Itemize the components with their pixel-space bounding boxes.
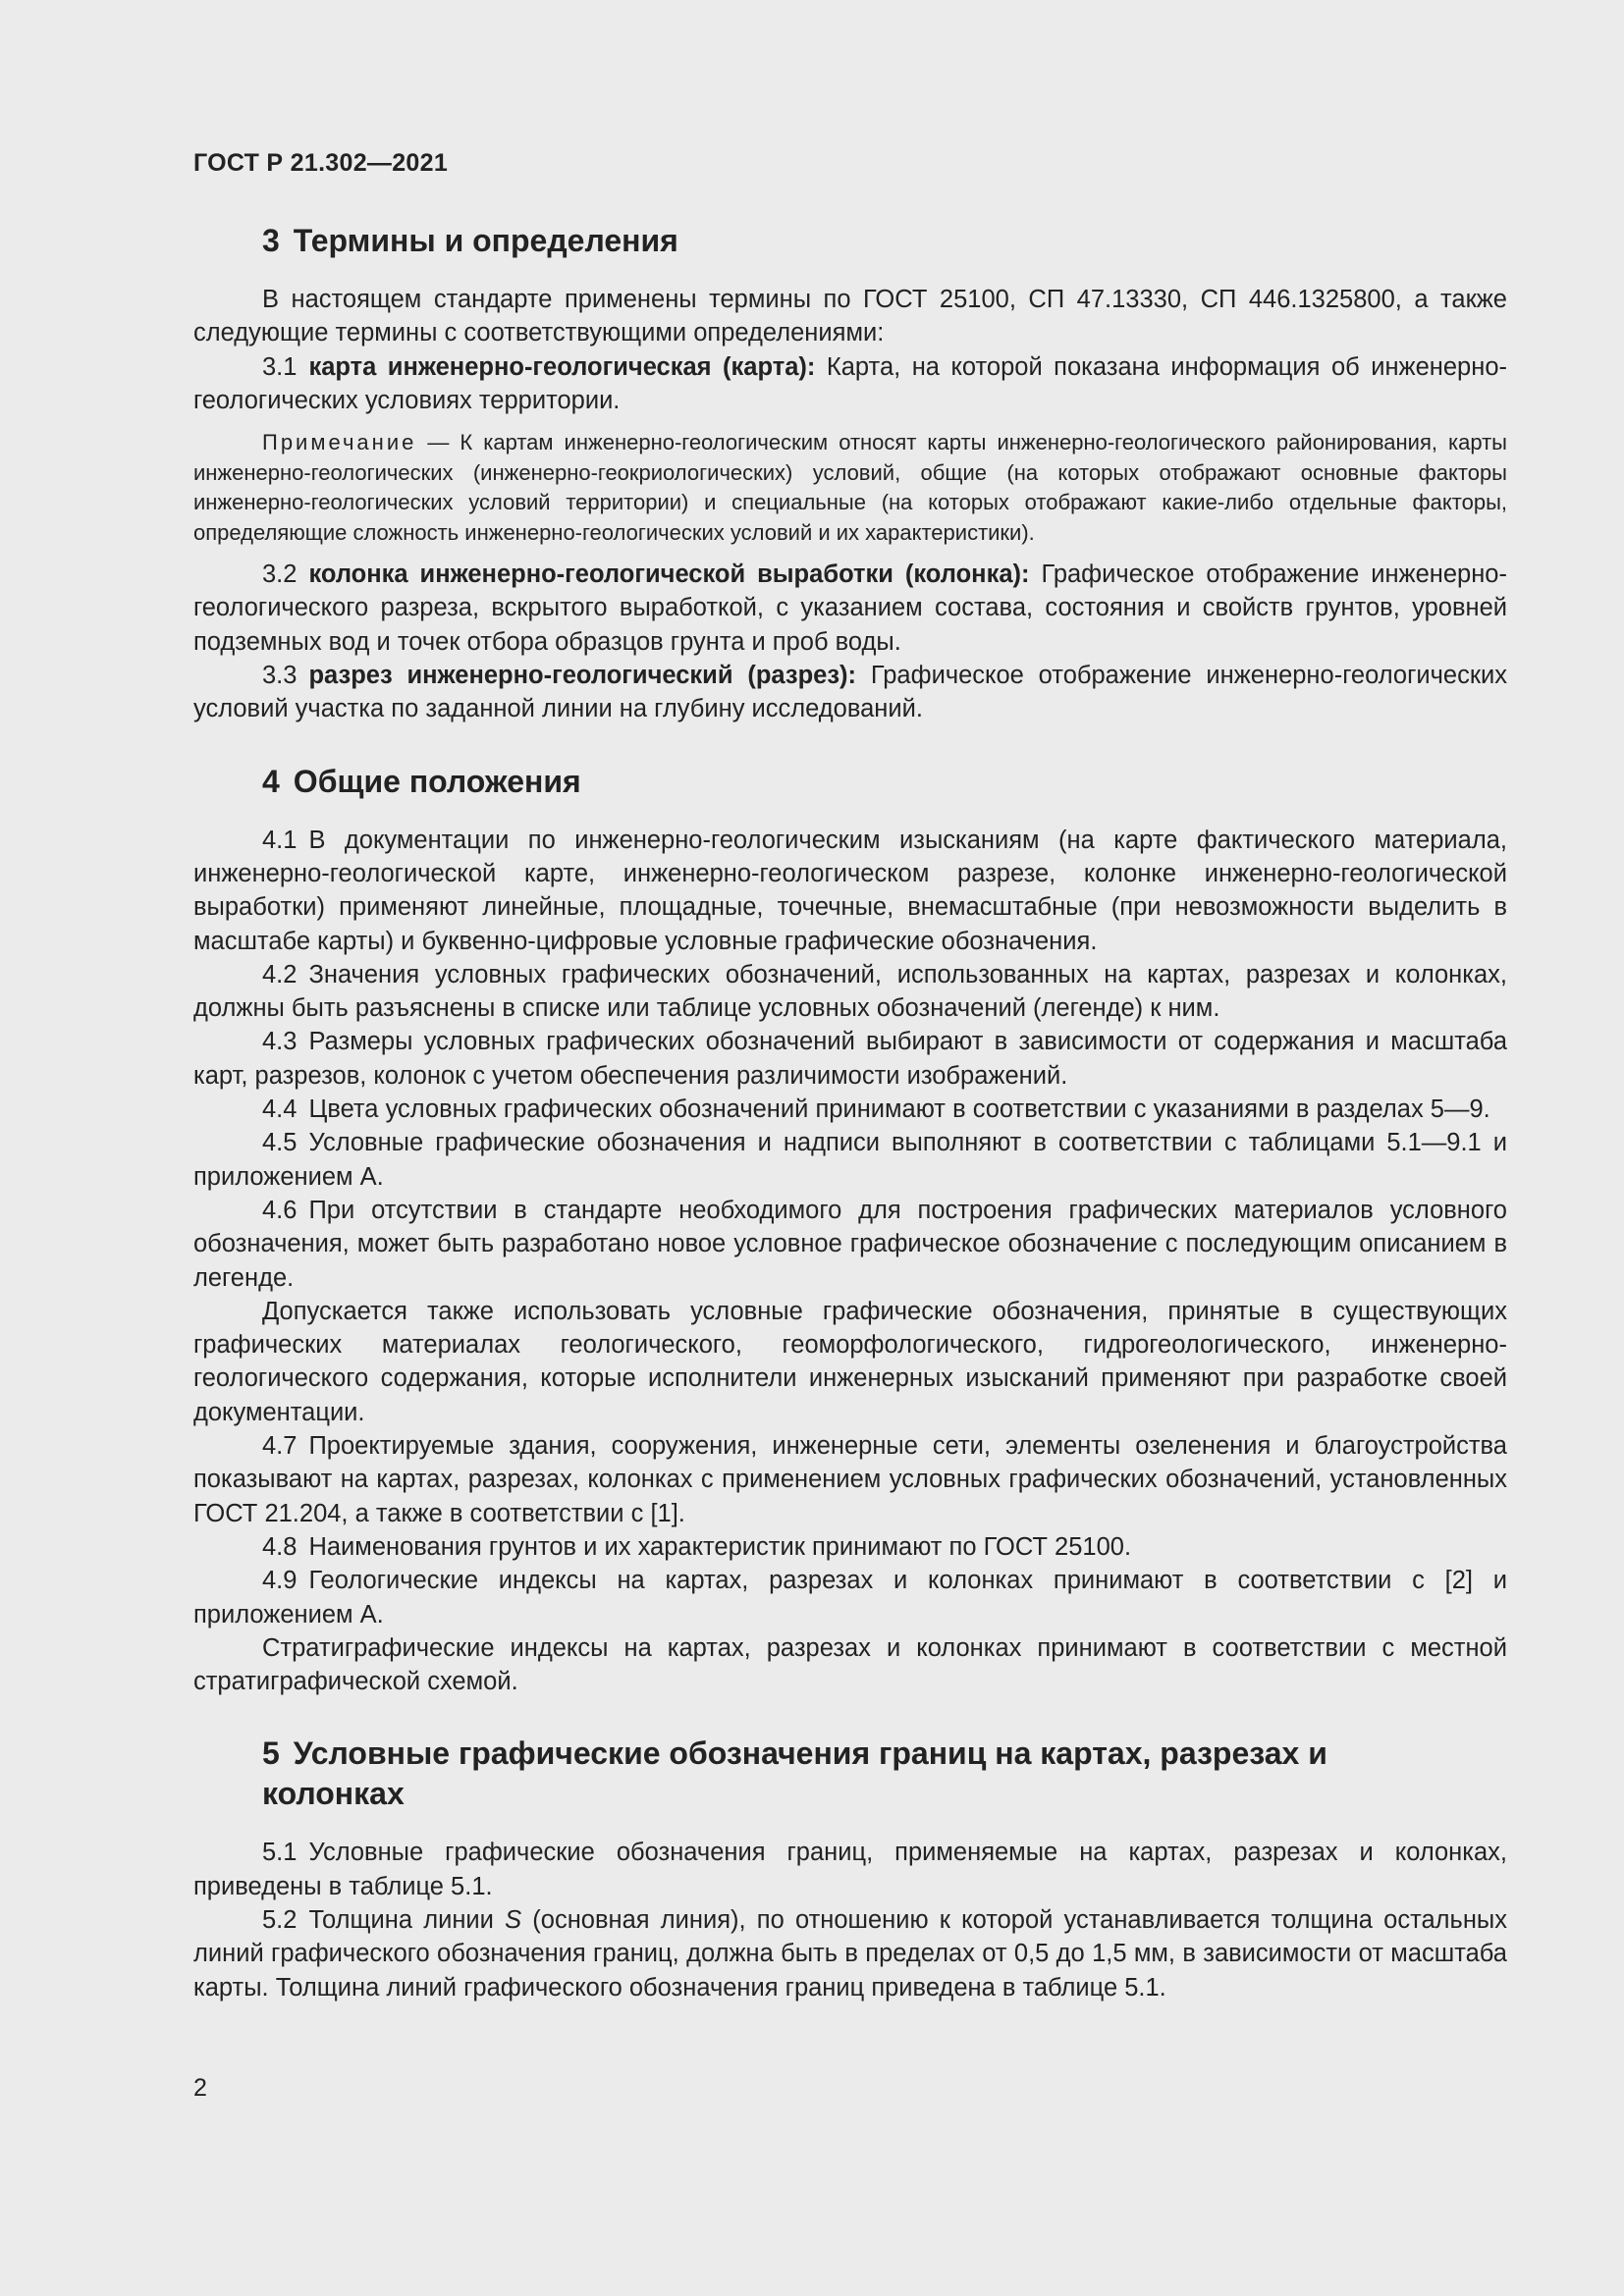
section-title: Термины и определения — [293, 223, 678, 258]
section-4-heading — [193, 762, 1342, 802]
section-3-heading — [193, 221, 1342, 261]
term: карта инженерно-геологическая (карта): — [308, 352, 816, 381]
note: Примечание — К картам инженерно-геологическим относят карты инженерно-геологического районирования, карты инженерно-геологических (инженерно-геокриологических) условий, общие (на которых отображают основные факторы инженерно-геологических условий территории) и специальные (на которых отображают какие-либо отдельные факторы, определяющие сложность инженерно-геологических условий и их характеристики). — [193, 430, 1507, 545]
clause: 4.7 Проектируемые здания, сооружения, инженерные сети, элементы озеленения и благоустройства показывают на картах, разрезах, колонках с применением условных графических обозначений, установленных ГОСТ 21.204, а также в соответствии с [1]. — [193, 1432, 1507, 1527]
variable: S — [505, 1905, 522, 1934]
section-title: Условные графические обозначения границ на картах, разрезах и колонках — [262, 1735, 1327, 1812]
clause: 5.2 Толщина линии S (основная линия), по отношению к которой устанавливается толщина остальных линий графического обозначения границ, должна быть в пределах от 0,5 до 1,5 мм, в зависимости от масштаба карты. Толщина линий графического обозначения границ приведена в таблице 5.1. — [193, 1905, 1507, 2002]
section-title: Общие положения — [293, 763, 581, 799]
note-label: Примечание — [262, 430, 417, 455]
clause: 4.1 В документации по инженерно-геологическим изысканиям (на карте фактического материала, инженерно-геологической карте, инженерно-геологическом разрезе, колонке инженерно-геологической выработки) применяют линейные, площадные, точечные, внемасштабные (при невозможности выделить в масштабе карты) и буквенно-цифровые условные графические обозначения. — [193, 826, 1507, 955]
section-number: 5 — [262, 1735, 280, 1772]
clause: 4.6 При отсутствии в стандарте необходимого для построения графических материалов условного обозначения, может быть разработано новое условное графическое обозначение с последующим описанием в легенде. — [193, 1196, 1507, 1292]
clause: 4.2 Значения условных графических обозначений, использованных на картах, разрезах и колонках, должны быть разъяснены в списке или таблице условных обозначений (легенде) к ним. — [193, 960, 1507, 1023]
page-number: 2 — [193, 2074, 207, 2102]
clause: 4.8 Наименования грунтов и их характеристик принимают по ГОСТ 25100. — [262, 1532, 1132, 1561]
term-definition: 3.2 колонка инженерно-геологической выработки (колонка): Графическое отображение инженерно-геологического разреза, вскрытого выработкой, с указанием состава, состояния и свойств грунтов, уровней подземных вод и точек отбора образцов грунта и проб воды. — [193, 561, 1507, 656]
document-header: ГОСТ Р 21.302—2021 — [193, 149, 449, 177]
paragraph: В настоящем стандарте применены термины по ГОСТ 25100, СП 47.13330, СП 446.1325800, а также следующие термины с соответствующими определениями: — [193, 286, 1507, 347]
clause: 4.4 Цвета условных графических обозначений принимают в соответствии с указаниями в разделах 5—9. — [262, 1095, 1490, 1124]
section-5-heading — [193, 1734, 1342, 1814]
clause: 5.1 Условные графические обозначения границ, применяемые на картах, разрезах и колонках, приведены в таблице 5.1. — [193, 1839, 1507, 1900]
section-number: 3 — [262, 223, 280, 258]
section-number: 4 — [262, 763, 280, 799]
term-definition: 3.1 карта инженерно-геологическая (карта): Карта, на которой показана информация об инженерно-геологических условиях территории. — [193, 352, 1507, 414]
term: колонка инженерно-геологической выработки (колонка): — [308, 561, 1030, 589]
term-definition: 3.3 разрез инженерно-геологический (разрез): Графическое отображение инженерно-геологических условий участка по заданной линии на глубину исследований. — [193, 662, 1507, 723]
paragraph: Стратиграфические индексы на картах, разрезах и колонках принимают в соответствии с местной стратиграфической схемой. — [193, 1633, 1507, 1696]
term: разрез инженерно-геологический (разрез): — [308, 662, 857, 690]
clause: 4.5 Условные графические обозначения и надписи выполняют в соответствии с таблицами 5.1—9.1 и приложением А. — [193, 1129, 1507, 1191]
clause: 4.9 Геологические индексы на картах, разрезах и колонках принимают в соответствии с [2] и приложением А. — [193, 1567, 1507, 1629]
clause: 4.3 Размеры условных графических обозначений выбирают в зависимости от содержания и масштаба карт, разрезов, колонок с учетом обеспечения различимости изображений. — [193, 1028, 1507, 1090]
paragraph: Допускается также использовать условные графические обозначения, принятые в существующих графических материалах геологического, геоморфологического, гидрогеологического, инженерно-геологического содержания, которые исполнители инженерных изысканий применяют при разработке своей документации. — [193, 1297, 1507, 1426]
document-body — [193, 221, 1507, 2004]
